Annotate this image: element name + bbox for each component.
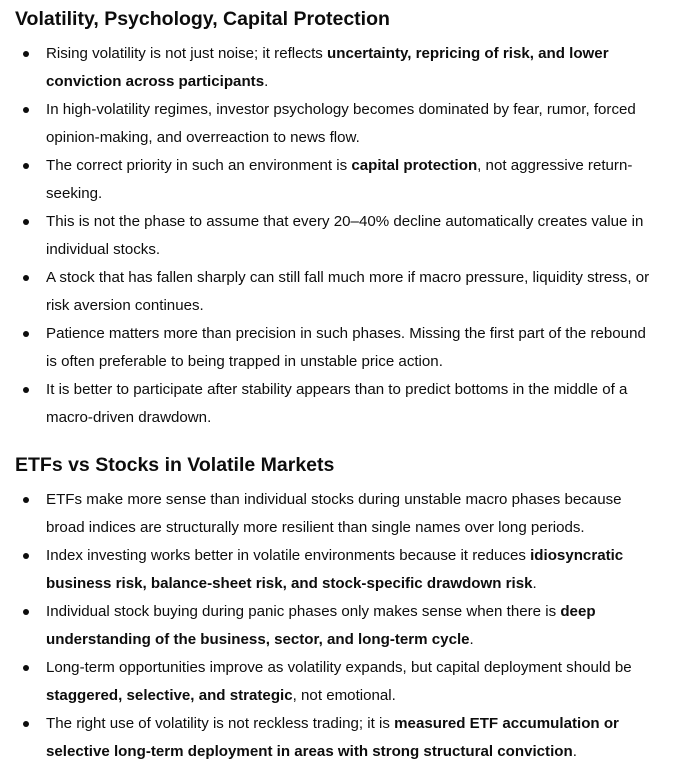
bold-text: deep understanding of the business, sector, and long-term cycle	[46, 603, 596, 648]
bullet-dot-icon	[23, 497, 29, 503]
bullet-dot-icon	[23, 387, 29, 393]
list-item	[15, 486, 658, 542]
text: This is not the phase to assume that every 20–40% decline automatically creates value in individual stocks.	[46, 213, 644, 258]
text: The correct priority in such an environment is	[46, 157, 352, 174]
text: .	[469, 631, 474, 648]
bullet-dot-icon	[23, 107, 29, 113]
bullet-list	[15, 40, 658, 432]
text: Individual stock buying during panic phases only makes sense when there is	[46, 603, 561, 620]
text: It is better to participate after stability appears than to predict bottoms in the middle of a macro-driven drawdown.	[46, 381, 628, 426]
text: In high-volatility regimes, investor psychology becomes dominated by fear, rumor, forced opinion-making, and overreaction to news flow.	[46, 101, 636, 146]
bullet-dot-icon	[23, 163, 29, 169]
section-heading: Volatility, Psychology, Capital Protection	[15, 8, 390, 30]
list-item	[15, 542, 658, 598]
bullet-dot-icon	[23, 275, 29, 281]
bold-text: idiosyncratic business risk, balance-sheet risk, and stock-specific drawdown risk	[46, 547, 624, 592]
text: , not emotional.	[292, 687, 396, 704]
section-etfs-vs-stocks	[15, 452, 658, 766]
bold-text: measured ETF accumulation or selective long-term deployment in areas with strong structural conviction	[46, 715, 619, 760]
list-item	[15, 654, 658, 710]
text: Rising volatility is not just noise; it reflects	[46, 45, 328, 62]
bold-text: uncertainty, repricing of risk, and lower conviction across participants	[46, 45, 609, 90]
bullet-dot-icon	[23, 721, 29, 727]
section-volatility	[15, 6, 658, 432]
list-item	[15, 320, 658, 376]
section-heading: ETFs vs Stocks in Volatile Markets	[15, 454, 335, 476]
list-item	[15, 598, 658, 654]
text: ETFs make more sense than individual stocks during unstable macro phases because broad indices are structurally more resilient than single names over long periods.	[46, 491, 622, 536]
bullet-dot-icon	[23, 609, 29, 615]
bullet-list	[15, 486, 658, 766]
bullet-dot-icon	[23, 665, 29, 671]
bold-text: capital protection	[351, 157, 478, 174]
list-item	[15, 376, 658, 432]
text: Patience matters more than precision in such phases. Missing the first part of the rebound is often preferable to being trapped in unstable price action.	[46, 325, 646, 370]
text: , not aggressive return-seeking.	[46, 157, 633, 202]
list-item	[15, 152, 658, 208]
bold-text: staggered, selective, and strategic	[46, 687, 293, 704]
bullet-dot-icon	[23, 219, 29, 225]
list-item	[15, 96, 658, 152]
text: The right use of volatility is not reckless trading; it is	[46, 715, 395, 732]
list-item	[15, 208, 658, 264]
list-item	[15, 264, 658, 320]
text: .	[264, 73, 269, 90]
list-item	[15, 710, 658, 766]
text: .	[572, 743, 577, 760]
bullet-dot-icon	[23, 553, 29, 559]
text: .	[532, 575, 537, 592]
bullet-dot-icon	[23, 331, 29, 337]
list-item	[15, 40, 658, 96]
text: Long-term opportunities improve as volatility expands, but capital deployment should be	[46, 659, 632, 676]
text: Index investing works better in volatile environments because it reduces	[46, 547, 531, 564]
bullet-dot-icon	[23, 51, 29, 57]
text: A stock that has fallen sharply can still fall much more if macro pressure, liquidity stress, or risk aversion continues.	[46, 269, 650, 314]
